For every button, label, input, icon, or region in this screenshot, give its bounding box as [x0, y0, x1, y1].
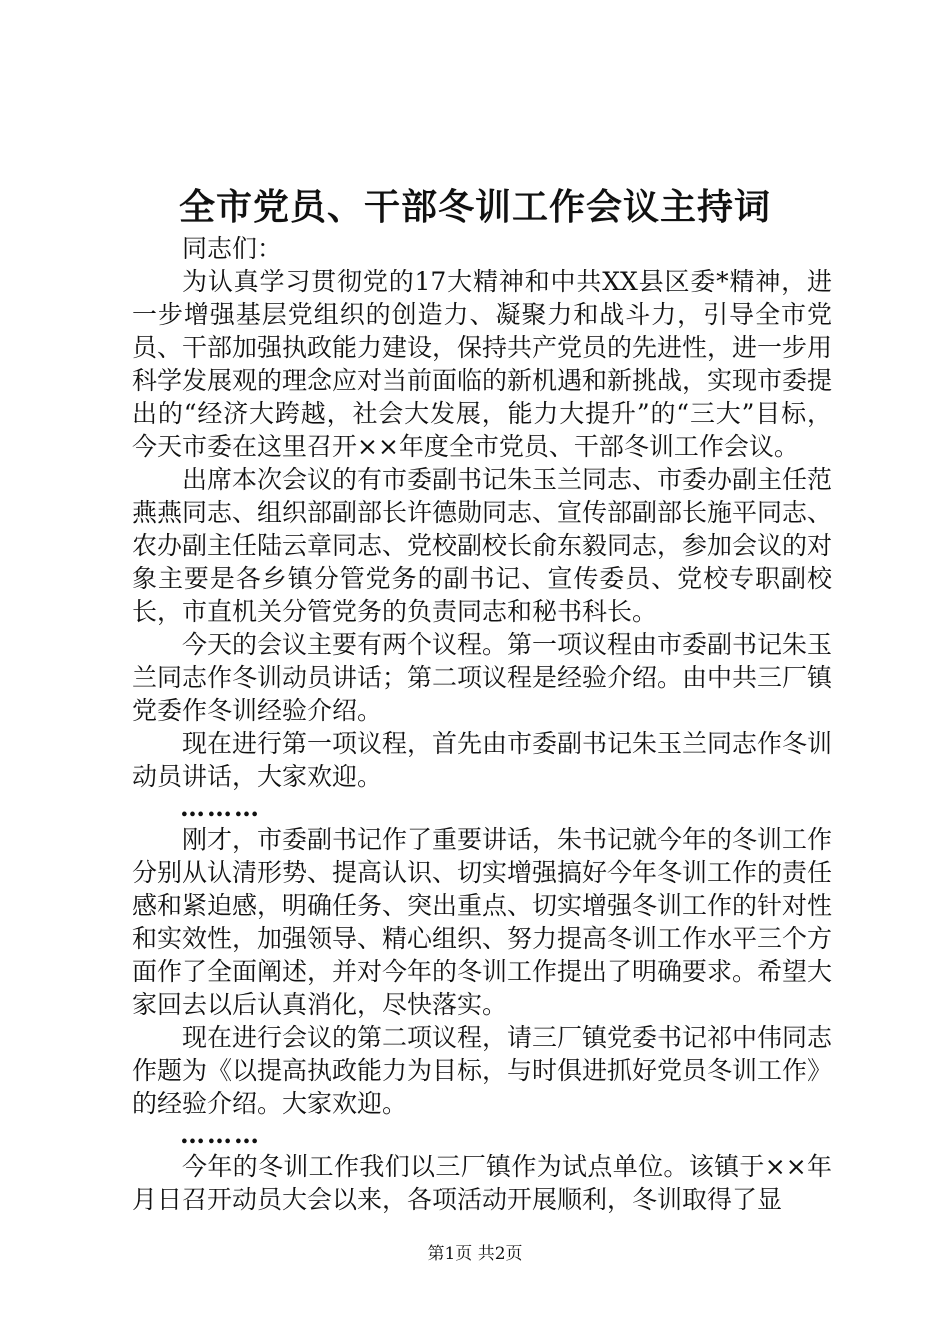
- paragraph: 现在进行第一项议程，首先由市委副书记朱玉兰同志作冬训动员讲话，大家欢迎。: [132, 729, 833, 791]
- document-body: [132, 232, 832, 1216]
- document-title: 全市党员、干部冬训工作会议主持词: [178, 187, 771, 228]
- paragraph: 现在进行会议的第二项议程，请三厂镇党委书记祁中伟同志作题为《以提高执政能力为目标，与时俱进抓好党员冬训工作》的经验介绍。大家欢迎。: [132, 1023, 833, 1118]
- paragraph: 为认真学习贯彻党的17大精神和中共XX县区委*精神，进一步增强基层党组织的创造力、凝聚力和战斗力，引导全市党员、干部加强执政能力建设，保持共产党员的先进性，进一步用科学发展观的理念应对当前面临的新机遇和新挑战，实现市委提出的“经济大跨越，社会大发展，能力大提升”的“三大”目标，今天市委在这里召开××年度全市党员、干部冬训工作会议。: [132, 267, 833, 461]
- ellipsis-separator: ………: [180, 1120, 261, 1149]
- ellipsis-separator: ………: [180, 793, 261, 822]
- paragraph: 出席本次会议的有市委副书记朱玉兰同志、市委办副主任范燕燕同志、组织部副部长许德勋同志、宣传部副部长施平同志、农办副主任陆云章同志、党校副校长俞东毅同志，参加会议的对象主要是各乡镇分管党务的副书记、宣传委员、党校专职副校长，市直机关分管党务的负责同志和秘书科长。: [132, 465, 833, 626]
- paragraph: 刚才，市委副书记作了重要讲话，朱书记就今年的冬训工作分别从认清形势、提高认识、切实增强搞好今年冬训工作的责任感和紧迫感，明确任务、突出重点、切实增强冬训工作的针对性和实效性，加强领导、精心组织、努力提高冬训工作水平三个方面作了全面阐述，并对今年的冬训工作提出了明确要求。希望大家回去以后认真消化，尽快落实。: [132, 825, 833, 1019]
- paragraph: 今天的会议主要有两个议程。第一项议程由市委副书记朱玉兰同志作冬训动员讲话；第二项议程是经验介绍。由中共三厂镇党委作冬训经验介绍。: [132, 630, 833, 725]
- page-number-footer: 第1页 共2页: [427, 1244, 523, 1264]
- salutation: 同志们：: [182, 234, 283, 263]
- paragraph: 今年的冬训工作我们以三厂镇作为试点单位。该镇于××年月日召开动员大会以来，各项活动开展顺利，冬训取得了显: [132, 1152, 832, 1214]
